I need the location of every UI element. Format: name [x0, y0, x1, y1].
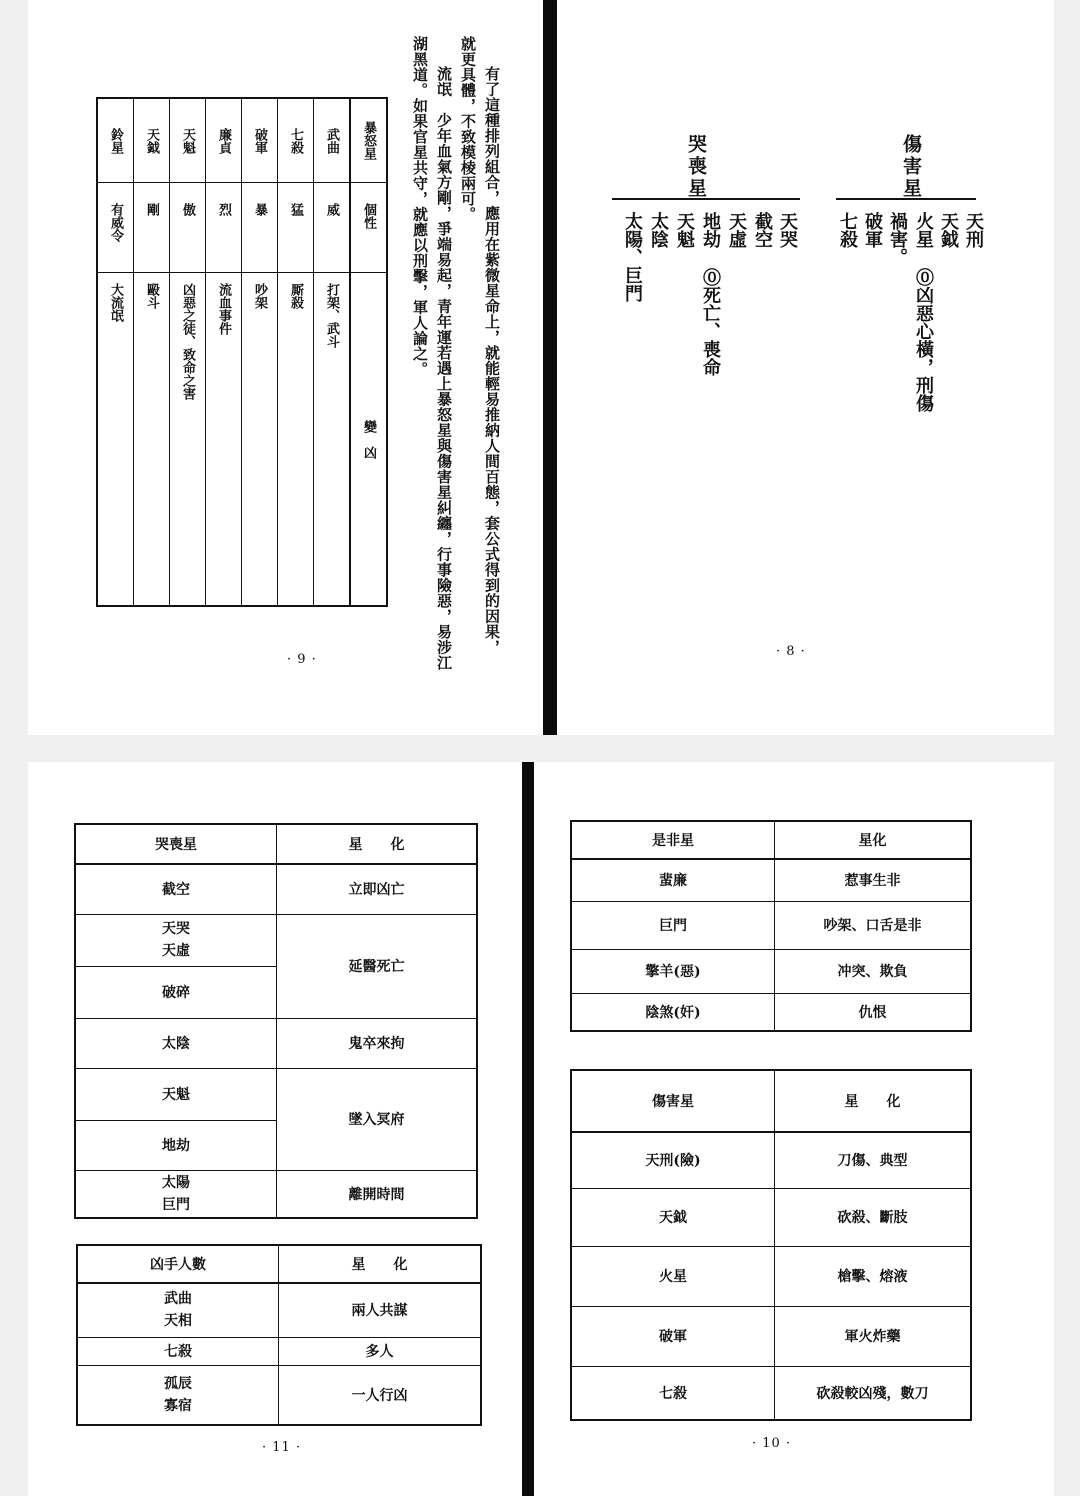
table-cell: 鈴星: [98, 99, 133, 183]
table-cell: 蜚廉: [571, 859, 775, 901]
table-cell: 地劫: [75, 1120, 277, 1170]
table-cell: 天魁: [170, 99, 205, 183]
table-cell: 天刑(險): [571, 1132, 775, 1188]
star-name: 天刑: [963, 212, 984, 248]
table-row: [571, 1366, 971, 1420]
header-cell: 傷害星: [571, 1070, 775, 1132]
table-column: [277, 99, 313, 605]
star-name: 寡宿: [164, 1397, 192, 1414]
group-bracket: [612, 198, 800, 200]
table-row: [75, 864, 477, 914]
table-cell: 擎羊(惡): [571, 949, 775, 993]
table-cell: 毆斗: [144, 283, 159, 309]
table-cell: 七殺: [77, 1337, 279, 1365]
table-cell: 一人行凶: [279, 1365, 482, 1425]
star-name: 孤辰: [164, 1375, 192, 1392]
table-cell: 武曲: [314, 99, 349, 183]
star-name: 火星: [913, 212, 934, 248]
table-cell: 離開時間: [277, 1170, 478, 1218]
table-row: [571, 1306, 971, 1366]
page-number: · 11 ·: [262, 1440, 302, 1455]
bottom-spine: [522, 762, 534, 1496]
table-cell: 有威令: [98, 183, 133, 273]
body-paragraph: 流氓 少年血氣方剛，爭端易起，青年運若遇上暴怒星與傷害星糾纏，行事險惡，易涉江: [435, 66, 453, 671]
table-cell: 陰煞(奸): [571, 993, 775, 1031]
table-cell: 吵架: [252, 283, 267, 309]
table-cell: 天鉞: [134, 99, 169, 183]
table-cell: 暴: [242, 183, 277, 273]
table-cell: [75, 914, 277, 966]
table-cell: 吵架、口舌是非: [775, 901, 972, 949]
header-cell: 變 凶: [361, 419, 376, 459]
table-cell: 打架、武斗: [324, 283, 339, 348]
star-name: 地劫: [700, 212, 721, 248]
table-row: [75, 914, 477, 966]
star-name: 巨門: [162, 1196, 190, 1213]
table-cell: 烈: [206, 183, 241, 273]
table-row: [571, 949, 971, 993]
table-cell: 天鉞: [571, 1188, 775, 1246]
table-cell: 立即凶亡: [277, 864, 478, 914]
table-row: [77, 1365, 481, 1425]
table-row: [75, 1018, 477, 1068]
star-name: 太陽: [162, 1174, 190, 1191]
table-row: [77, 1283, 481, 1337]
table-column: [133, 99, 169, 605]
table-cell: 截空: [75, 864, 277, 914]
table-cell: 兩人共謀: [279, 1283, 482, 1337]
header-cell: 個性: [351, 183, 386, 273]
table-cell: 多人: [279, 1337, 482, 1365]
table-row: [571, 1132, 971, 1188]
header-cell: 凶手人數: [77, 1245, 279, 1283]
table-column: [241, 99, 277, 605]
table-row: [75, 1170, 477, 1218]
table-row: [571, 1246, 971, 1306]
table-cell: 刀傷、典型: [775, 1132, 972, 1188]
table-cell: 猛: [278, 183, 313, 273]
star-name: 破軍: [862, 212, 883, 248]
top-spine: [543, 0, 557, 735]
group-note: ⓪凶惡心橫，刑傷: [913, 268, 934, 412]
table-cell: 巨門: [571, 901, 775, 949]
page-number: · 9 ·: [287, 652, 317, 667]
table-header-row: [77, 1245, 481, 1283]
header-cell: 星 化: [279, 1245, 482, 1283]
star-name: 天相: [164, 1313, 192, 1330]
table-cell: 凶惡之徒、致命之害: [180, 283, 195, 400]
table-cell: 剛: [134, 183, 169, 273]
violence-star-table: [96, 97, 388, 607]
table-cell: [77, 1365, 279, 1425]
table-cell: 破碎: [75, 966, 277, 1018]
table-row: [571, 993, 971, 1031]
gossip-star-table: [570, 820, 972, 1032]
table-cell: 流血事件: [216, 283, 231, 335]
table-column: [313, 99, 349, 605]
table-cell: 傲: [170, 183, 205, 273]
header-cell: 是非星: [571, 821, 775, 859]
table-cell: 天魁: [75, 1068, 277, 1120]
table-cell: 延醫死亡: [277, 914, 478, 1018]
star-name: 天虛: [162, 943, 190, 959]
group-title: 哭喪星: [685, 134, 707, 200]
table-column: [205, 99, 241, 605]
table-cell: 破軍: [571, 1306, 775, 1366]
body-paragraph: 有了這種排列組合，應用在紫微星命上，就能輕易推納人間百態，套公式得到的因果，: [483, 66, 501, 655]
table-header-row: [571, 1070, 971, 1132]
table-cell: [75, 1170, 277, 1218]
star-name: 截空: [752, 212, 773, 248]
page-number: · 10 ·: [752, 1436, 792, 1451]
mourning-star-table: [74, 823, 478, 1219]
table-cell: 仇恨: [775, 993, 972, 1031]
header-cell: 星 化: [277, 824, 478, 864]
star-name: 太陽、巨門: [622, 212, 643, 302]
table-cell: 鬼卒來拘: [277, 1018, 478, 1068]
header-cell: 哭喪星: [75, 824, 277, 864]
table-cell: 惹事生非: [775, 859, 972, 901]
table-cell: 軍火炸藥: [775, 1306, 972, 1366]
star-name: 太陰: [648, 212, 669, 248]
table-cell: 火星: [571, 1246, 775, 1306]
star-name: 天魁: [674, 212, 695, 248]
header-cell: 星 化: [775, 1070, 972, 1132]
body-paragraph: 湖黑道。如果官星共守，就應以刑擊，軍人論之。: [411, 36, 429, 377]
star-name: 七殺: [837, 212, 858, 248]
table-cell: 大流氓: [108, 283, 123, 322]
table-cell: 七殺: [571, 1366, 775, 1420]
group-note: ⓪死亡、喪命: [700, 268, 721, 376]
table-header-row: [571, 821, 971, 859]
star-name: 天虛: [726, 212, 747, 248]
star-name: 天鉞: [938, 212, 959, 248]
injury-star-table: [570, 1069, 972, 1421]
table-column: [169, 99, 205, 605]
killer-count-table: [76, 1244, 482, 1426]
table-row: [571, 859, 971, 901]
table-cell: 破軍: [242, 99, 277, 183]
table-cell: 廉貞: [206, 99, 241, 183]
table-cell: [77, 1283, 279, 1337]
star-name: 天哭: [162, 921, 190, 937]
table-cell: 厮殺: [288, 283, 303, 309]
table-row: [77, 1337, 481, 1365]
star-name: 天哭: [777, 212, 798, 248]
group-title: 傷害星: [900, 134, 922, 200]
table-cell: 砍殺、斷肢: [775, 1188, 972, 1246]
header-cell: 星化: [775, 821, 972, 859]
body-paragraph: 就更具體，不致模棱兩可。: [459, 36, 477, 222]
table-cell: 太陰: [75, 1018, 277, 1068]
table-header-row: [75, 824, 477, 864]
table-cell: 墜入冥府: [277, 1068, 478, 1170]
table-cell: 冲突、欺負: [775, 949, 972, 993]
table-row: [75, 1068, 477, 1120]
star-name: 武曲: [164, 1291, 192, 1308]
table-cell: 威: [314, 183, 349, 273]
page-number: · 8 ·: [776, 644, 806, 659]
group-bracket: [836, 198, 976, 200]
table-cell: 七殺: [278, 99, 313, 183]
table-cell: 砍殺較凶殘，數刀: [775, 1366, 972, 1420]
star-name: 禍害。: [887, 212, 908, 266]
table-cell: 槍擊、熔液: [775, 1246, 972, 1306]
table-row: [571, 1188, 971, 1246]
header-cell: 暴怒星: [351, 99, 386, 183]
table-column: [98, 99, 133, 605]
table-header-column: [349, 99, 386, 605]
table-row: [571, 901, 971, 949]
